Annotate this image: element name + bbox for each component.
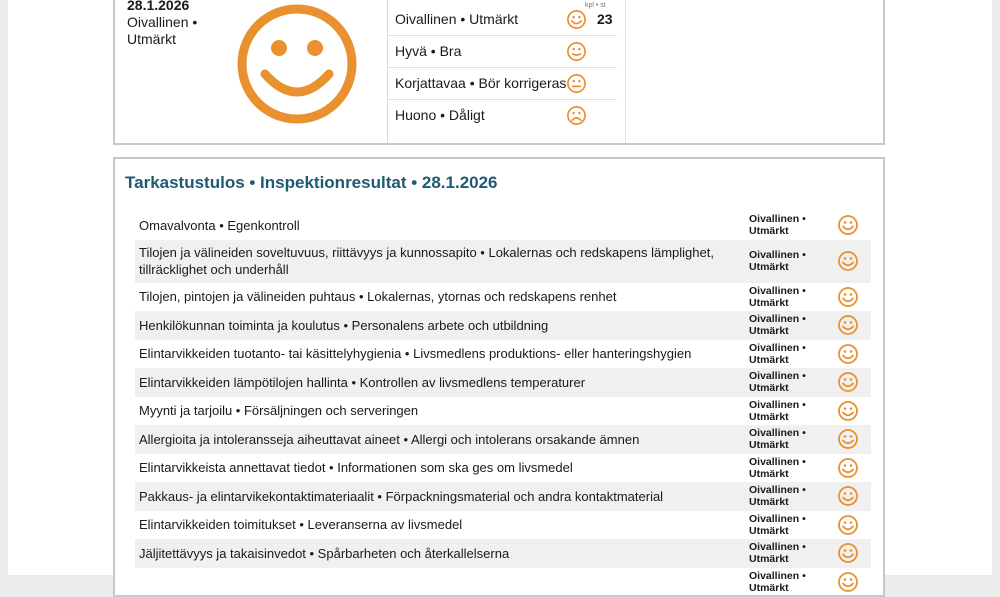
row-label: Elintarvikkeiden lämpötilojen hallinta • Kontrollen av livsmedlens temperaturer	[139, 374, 586, 390]
table-row	[135, 340, 871, 369]
row-label: Myynti ja tarjoilu • Försäljningen och serveringen	[139, 403, 419, 419]
row-label: Elintarvikkeiden tuotanto- tai käsittelyhygienia • Livsmedlens produktions- eller hanteringshygien	[139, 346, 692, 362]
scale-vline	[625, 0, 626, 143]
row-label: Elintarvikkeista annettavat tiedot • Informationen som ska ges om livsmedel	[139, 460, 573, 476]
row-grade: Oivallinen • Utmärkt	[749, 484, 806, 509]
smiley-happy-icon	[837, 371, 859, 393]
smiley-happy-icon	[837, 514, 859, 536]
row-label: Elintarvikkeiden toimitukset • Leveranserna av livsmedel	[139, 517, 463, 533]
row-label: Tilojen, pintojen ja välineiden puhtaus • Lokalernas, ytornas och redskapens renhet	[139, 289, 617, 305]
scale-row-good	[387, 36, 617, 68]
summary-grade: Oivallinen • Utmärkt	[127, 14, 198, 47]
row-label: Allergioita ja intoleransseja aiheuttavat aineet • Allergi och intolerans orsakande ämnen	[139, 431, 640, 447]
result-rows	[135, 211, 871, 596]
smiley-happy-icon	[837, 400, 859, 422]
scale-row-excellent	[387, 4, 617, 36]
smiley-happy-icon	[837, 214, 859, 236]
row-grade: Oivallinen • Utmärkt	[749, 341, 806, 366]
row-grade: Oivallinen • Utmärkt	[749, 249, 806, 273]
table-row	[135, 211, 871, 240]
table-row	[135, 511, 871, 540]
inspection-result-card	[113, 157, 885, 597]
row-grade: Oivallinen • Utmärkt	[749, 313, 806, 338]
smiley-happy-icon	[837, 485, 859, 507]
result-title: Tarkastustulos • Inspektionresultat • 28.1.2026	[125, 173, 498, 192]
smiley-happy-icon	[566, 9, 587, 30]
scale-label: Oivallinen • Utmärkt	[395, 11, 519, 27]
table-row	[135, 568, 871, 597]
row-label: Jäljitettävyys ja takaisinvedot • Spårbarheten och återkallelserna	[139, 545, 510, 561]
smiley-neutral-icon	[566, 73, 587, 94]
scale-count: 23	[597, 11, 613, 27]
smiley-happy-icon	[837, 428, 859, 450]
smiley-happy-icon	[837, 343, 859, 365]
scale-row-poor	[387, 100, 617, 131]
table-row	[135, 240, 871, 283]
grade-scale	[387, 4, 617, 131]
scale-label: Huono • Dåligt	[395, 107, 485, 123]
row-grade: Oivallinen • Utmärkt	[749, 398, 806, 423]
row-grade: Oivallinen • Utmärkt	[749, 370, 806, 395]
table-row	[135, 311, 871, 340]
row-grade: Oivallinen • Utmärkt	[749, 569, 806, 594]
smiley-happy-icon	[837, 457, 859, 479]
smiley-happy-icon	[235, 2, 359, 126]
summary-date: 28.1.2026	[127, 0, 190, 13]
table-row	[135, 482, 871, 511]
scale-label: Hyvä • Bra	[395, 43, 462, 59]
row-grade: Oivallinen • Utmärkt	[749, 284, 806, 309]
row-grade: Oivallinen • Utmärkt	[749, 512, 806, 537]
report-page	[8, 0, 992, 594]
count-caption: kpl • st	[585, 2, 606, 9]
smiley-sad-icon	[566, 105, 587, 126]
row-grade: Oivallinen • Utmärkt	[749, 455, 806, 480]
row-label: Omavalvonta • Egenkontroll	[139, 217, 300, 233]
row-grade: Oivallinen • Utmärkt	[749, 213, 806, 238]
smiley-happy-icon	[837, 314, 859, 336]
table-row	[135, 425, 871, 454]
smiley-happy-icon	[837, 542, 859, 564]
row-grade: Oivallinen • Utmärkt	[749, 427, 806, 452]
scale-row-needs-correction	[387, 68, 617, 100]
table-row	[135, 454, 871, 483]
row-label: Tilojen ja välineiden soveltuvuus, riittävyys ja kunnossapito • Lokalernas och redskapens lämplighet, tillräcklighet och underhåll	[139, 245, 714, 277]
row-label	[139, 568, 739, 597]
row-label: Pakkaus- ja elintarvikekontaktimateriaalit • Förpackningsmaterial och andra kontaktmaterial	[139, 488, 664, 504]
smiley-happy-icon	[837, 571, 859, 593]
smiley-happy-icon	[837, 286, 859, 308]
table-row	[135, 539, 871, 568]
summary-card	[113, 0, 885, 145]
smiley-happy-icon	[837, 250, 859, 272]
table-row	[135, 368, 871, 397]
scale-label: Korjattavaa • Bör korrigeras	[395, 75, 567, 91]
table-row	[135, 397, 871, 426]
smiley-smile-icon	[566, 41, 587, 62]
row-grade: Oivallinen • Utmärkt	[749, 541, 806, 566]
table-row	[135, 283, 871, 312]
row-label: Henkilökunnan toiminta ja koulutus • Personalens arbete och utbildning	[139, 317, 549, 333]
